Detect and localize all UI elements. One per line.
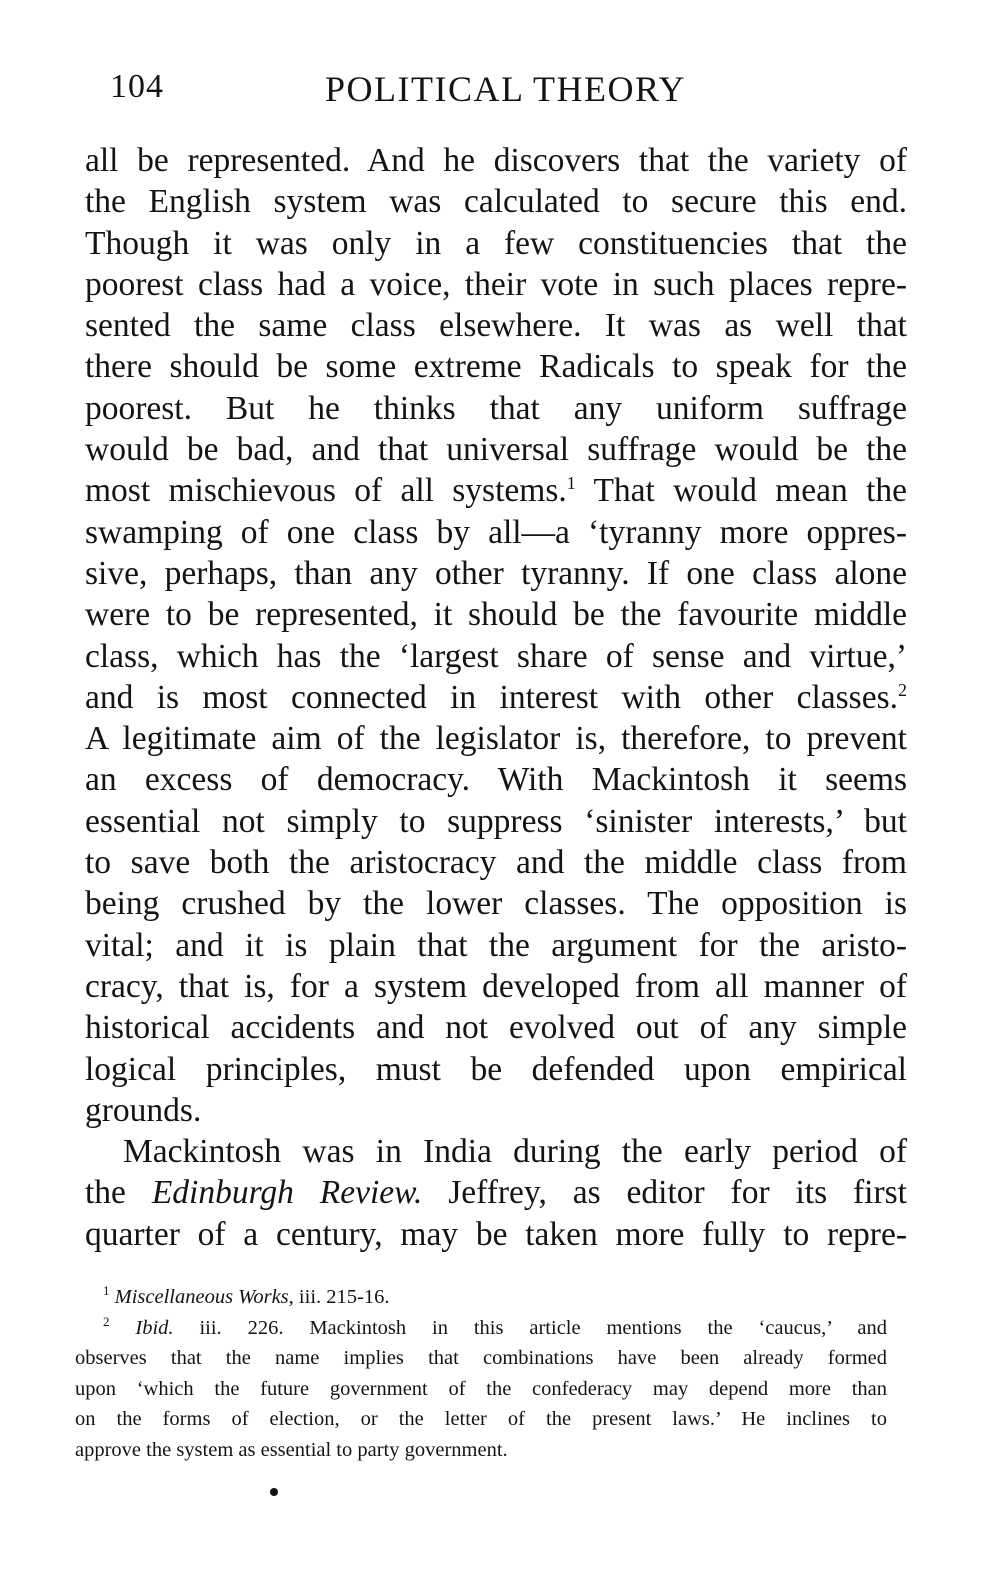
text-line: quarter of a century, may be taken more fully to repre- — [85, 1215, 907, 1253]
text-line: there should be some extreme Radicals to speak for the — [85, 348, 907, 386]
footnote-text: iii. 226. Mackintosh in this article mentions the ‘caucus,’ and — [173, 1316, 888, 1339]
ink-speck — [270, 1488, 278, 1496]
text-line: swamping of one class by all—a ‘tyranny more oppres- — [85, 513, 907, 551]
footnote-line: on the forms of election, or the letter of the present laws.’ He inclines to — [75, 1408, 887, 1431]
text-line: historical accidents and not evolved out of any simple — [85, 1009, 907, 1047]
text-line: class, which has the ‘largest share of sense and virtue,’ — [85, 637, 907, 675]
text-segment: Jeffrey, as editor for its first — [422, 1174, 907, 1212]
text-line: cracy, that is, for a system developed from all manner of — [85, 967, 907, 1005]
text-line-with-footnote-2 — [85, 677, 907, 718]
footnote-2 — [75, 1313, 887, 1344]
text-line: to save both the aristocracy and the middle class from — [85, 844, 907, 882]
text-line: A legitimate aim of the legislator is, therefore, to prevent — [85, 720, 907, 758]
text-line — [85, 1172, 907, 1213]
paragraph-2 — [85, 1131, 907, 1255]
text-segment: most mischievous of all systems. — [85, 472, 567, 510]
text-line-with-footnote-1 — [85, 470, 907, 511]
text-line: an excess of democracy. With Mackintosh it seems — [85, 761, 907, 799]
running-title: POLITICAL THEORY — [325, 69, 686, 109]
text-line: Though it was only in a few constituencies that the — [85, 224, 907, 262]
page-number: 104 — [110, 68, 164, 105]
text-line: poorest class had a voice, their vote in such places repre- — [85, 265, 907, 303]
text-line: poorest. But he thinks that any uniform suffrage — [85, 389, 907, 427]
text-line: sented the same class elsewhere. It was as well that — [85, 307, 907, 345]
text-line: were to be represented, it should be the favourite middle — [85, 596, 907, 634]
text-line: the English system was calculated to secure this end. — [85, 183, 907, 221]
text-line: being crushed by the lower classes. The opposition is — [85, 885, 907, 923]
paragraph-1 — [85, 140, 907, 1131]
footnote-ref-1: 1 — [566, 473, 576, 494]
text-line: sive, perhaps, than any other tyranny. If one class alone — [85, 554, 907, 592]
footnote-marker: 1 — [103, 1283, 110, 1299]
text-segment: That would mean the — [575, 472, 907, 510]
footnote-text: iii. 215-16. — [293, 1286, 390, 1308]
text-segment: the — [85, 1174, 152, 1212]
journal-title: Edinburgh Review. — [151, 1174, 423, 1212]
text-line: all be represented. And he discovers that the variety of — [85, 142, 907, 179]
footnote-line: approve the system as essential to party government. — [75, 1438, 508, 1461]
footnote-line: upon ‘which the future government of the confederacy may depend more than — [75, 1377, 887, 1400]
text-segment: and is most connected in interest with other classes. — [85, 678, 898, 716]
text-line: logical principles, must be defended upon empirical — [85, 1050, 907, 1088]
main-text — [85, 140, 907, 1255]
footnotes — [75, 1282, 887, 1466]
text-line: essential not simply to suppress ‘sinister interests,’ but — [85, 802, 907, 840]
footnote-citation: Miscellaneous Works, — [114, 1286, 294, 1308]
text-line: would be bad, and that universal suffrage would be the — [85, 431, 907, 469]
footnote-marker: 2 — [103, 1313, 110, 1329]
running-head — [110, 68, 910, 118]
footnote-1 — [75, 1282, 887, 1313]
text-line: grounds. — [85, 1091, 202, 1129]
text-line: Mackintosh was in India during the early period of — [123, 1133, 907, 1171]
footnote-ref-2: 2 — [898, 679, 907, 700]
footnote-line: observes that the name implies that combinations have been already formed — [75, 1347, 887, 1370]
text-line: vital; and it is plain that the argument for the aristo- — [85, 926, 907, 964]
footnote-citation: Ibid. — [135, 1316, 174, 1339]
